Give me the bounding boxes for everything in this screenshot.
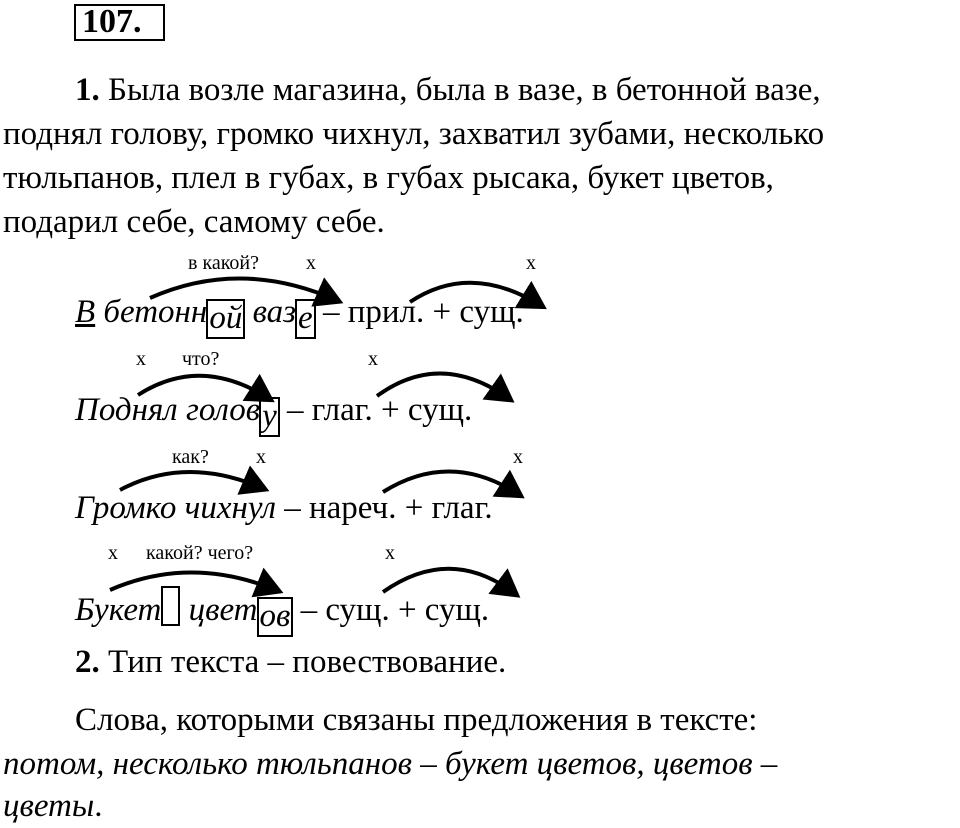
scheme4-question: какой? чего? [146,542,254,564]
scheme1-x1: х [306,252,316,274]
ending-box: е [295,299,316,339]
scheme4-x1: х [108,542,118,564]
part1-line-3: тюльпанов, плел в губах, в губах рысака, букет цветов, [3,160,774,196]
part1-line-4: подарил себе, самому себе. [3,204,385,240]
part2-linking-intro: Слова, которыми связаны предложения в тексте: [75,702,758,738]
part2-line: 2. Тип текста – повествование. [75,644,507,680]
part2-number: 2. [75,644,100,680]
scheme1-question: в какой? [188,252,260,274]
ending-box: ой [206,299,245,339]
part1-line-1: 1. Была возле магазина, была в вазе, в бетонной вазе, [75,72,821,108]
scheme3-phrase: Громко чихнул – нареч. + глаг. [75,490,493,526]
scheme1-phrase: В бетонной вазе – прил. + сущ. [75,290,524,339]
ending-box: ов [257,597,294,637]
scheme2-phrase: Поднял голову – глаг. + сущ. [75,388,472,437]
scheme4-x2: х [385,542,395,564]
ending-box: у [259,397,280,437]
part2-linking-words-1: потом, несколько тюльпанов – букет цветов, цветов – [3,746,778,782]
part1-line-2: поднял голову, громко чихнул, захватил зубами, несколько [3,116,825,152]
scheme2-x1: х [136,348,146,370]
scheme3-x1: х [256,446,266,468]
task-number: 107. [82,3,142,40]
scheme1-x2: х [526,252,536,274]
scheme3-x2: х [513,446,523,468]
scheme3-question: как? [172,446,209,468]
empty-ending-box [161,586,180,626]
scheme4-phrase: Букет цветов – сущ. + сущ. [75,586,489,637]
scheme2-question: что? [182,348,220,370]
part2-linking-words-2: цветы. [3,788,103,824]
scheme2-x2: х [368,348,378,370]
part1-number: 1. [75,72,100,108]
